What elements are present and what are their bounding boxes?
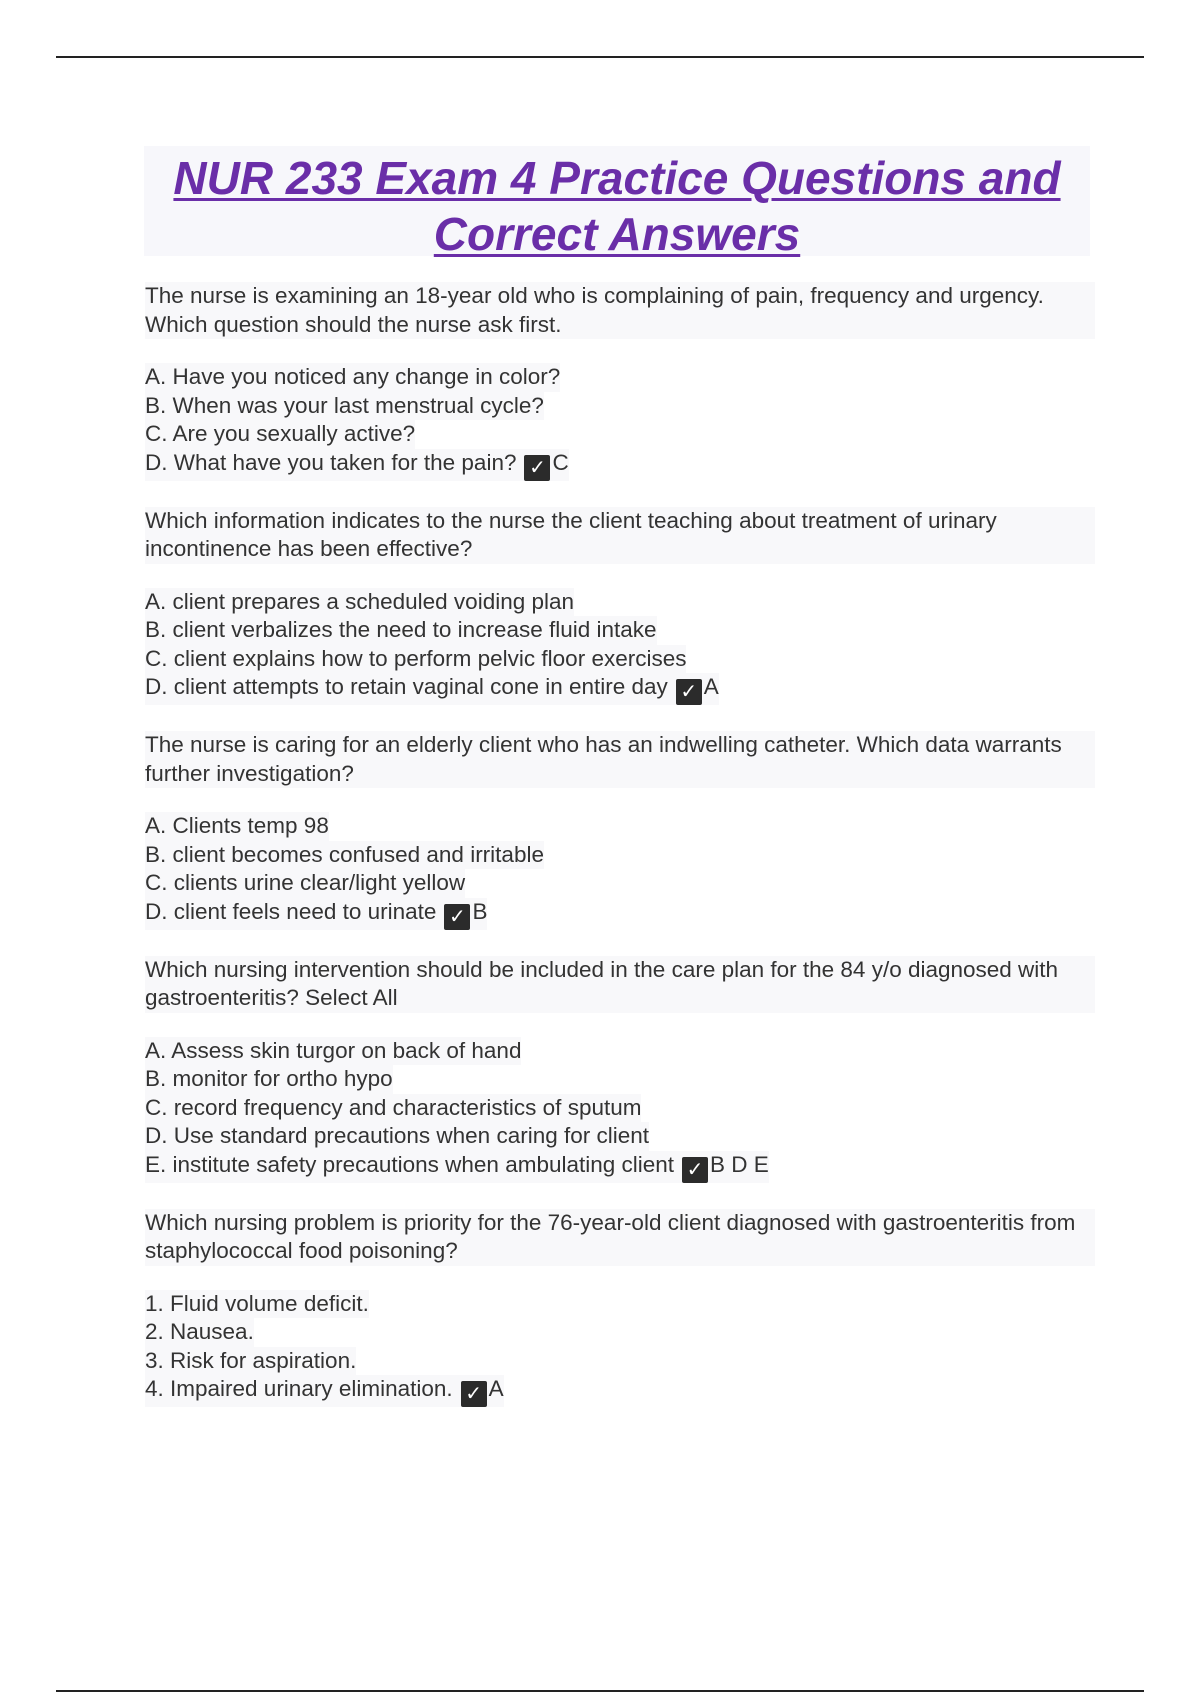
option-text: C. clients urine clear/light yellow [145,870,466,895]
page-title: NUR 233 Exam 4 Practice Questions and Correct Answers [173,152,1061,260]
option-item [145,1094,641,1123]
question-block [145,507,1095,706]
option-item [145,645,686,674]
options-list [145,812,1095,930]
option-item [145,898,487,930]
option-text: 3. Risk for aspiration. [145,1347,357,1373]
options-list [145,1290,1095,1408]
option-item [145,1375,504,1407]
top-rule [56,56,1144,58]
options-list [145,1037,1095,1183]
option-item [145,1347,356,1376]
question-block [145,1209,1095,1408]
option-item [145,1290,369,1319]
question-text: Which nursing problem is priority for the 76-year-old client diagnosed with gastroenteritis from staphylococcal food poisoning? [145,1209,1095,1266]
question-text: The nurse is examining an 18-year old who is complaining of pain, frequency and urgency. Which question should the nurse ask first. [145,282,1095,339]
option-text: B. monitor for ortho hypo [145,1066,393,1091]
option-text: 1. Fluid volume deficit. [145,1290,369,1316]
option-text: C. client explains how to perform pelvic floor exercises [145,645,687,671]
question-block [145,282,1095,481]
option-item [145,1065,393,1094]
option-item [145,841,544,870]
option-item [145,1122,649,1151]
option-item [145,392,544,421]
check-mark-icon: ✓ [676,679,702,705]
option-item [145,812,329,841]
option-item [145,363,560,392]
option-item [145,588,574,617]
option-text: A. Assess skin turgor on back of hand [145,1037,522,1063]
question-text: The nurse is caring for an elderly client who has an indwelling catheter. Which data warrants further investigation? [145,731,1095,788]
option-item [145,869,465,898]
option-text: A. Have you noticed any change in color? [145,364,561,389]
option-item [145,449,569,481]
option-item [145,673,719,705]
option-item [145,1037,521,1066]
option-item [145,1318,254,1347]
option-text: D. Use standard precautions when caring for client [145,1123,650,1148]
question-block [145,731,1095,930]
option-text: D. client attempts to retain vaginal cone in entire day [145,674,668,699]
option-text: D. What have you taken for the pain? [145,449,517,475]
check-mark-icon: ✓ [524,455,550,481]
option-item [145,1151,769,1183]
option-text: B. When was your last menstrual cycle? [145,392,544,418]
title-block [144,146,1090,260]
option-item [145,420,415,449]
check-mark-icon: ✓ [461,1381,487,1407]
answer-text: C [552,449,569,475]
question-list [145,282,1095,1433]
question-block [145,956,1095,1183]
option-text: B. client becomes confused and irritable [145,841,544,867]
option-text: D. client feels need to urinate [145,898,437,924]
question-text: Which information indicates to the nurse the client teaching about treatment of urinary incontinence has been effective? [145,507,1095,564]
bottom-rule [56,1690,1144,1692]
answer-text: A [488,1376,504,1401]
check-mark-icon: ✓ [682,1157,708,1183]
answer-text: B D E [710,1151,769,1177]
check-mark-icon: ✓ [444,904,470,930]
answer-text: B [472,898,488,924]
option-text: E. institute safety precautions when ambulating client [145,1151,675,1177]
options-list [145,588,1095,706]
option-text: A. client prepares a scheduled voiding plan [145,588,575,614]
options-list [145,363,1095,481]
option-item [145,616,657,645]
option-text: A. Clients temp 98 [145,813,329,838]
answer-text: A [703,674,719,699]
question-text: Which nursing intervention should be included in the care plan for the 84 y/o diagnosed with gastroenteritis? Select All [145,956,1095,1013]
option-text: B. client verbalizes the need to increase fluid intake [145,617,657,642]
option-text: 2. Nausea. [145,1319,254,1344]
option-text: 4. Impaired urinary elimination. [145,1376,453,1401]
option-text: C. Are you sexually active? [145,421,416,446]
option-text: C. record frequency and characteristics of sputum [145,1094,642,1120]
